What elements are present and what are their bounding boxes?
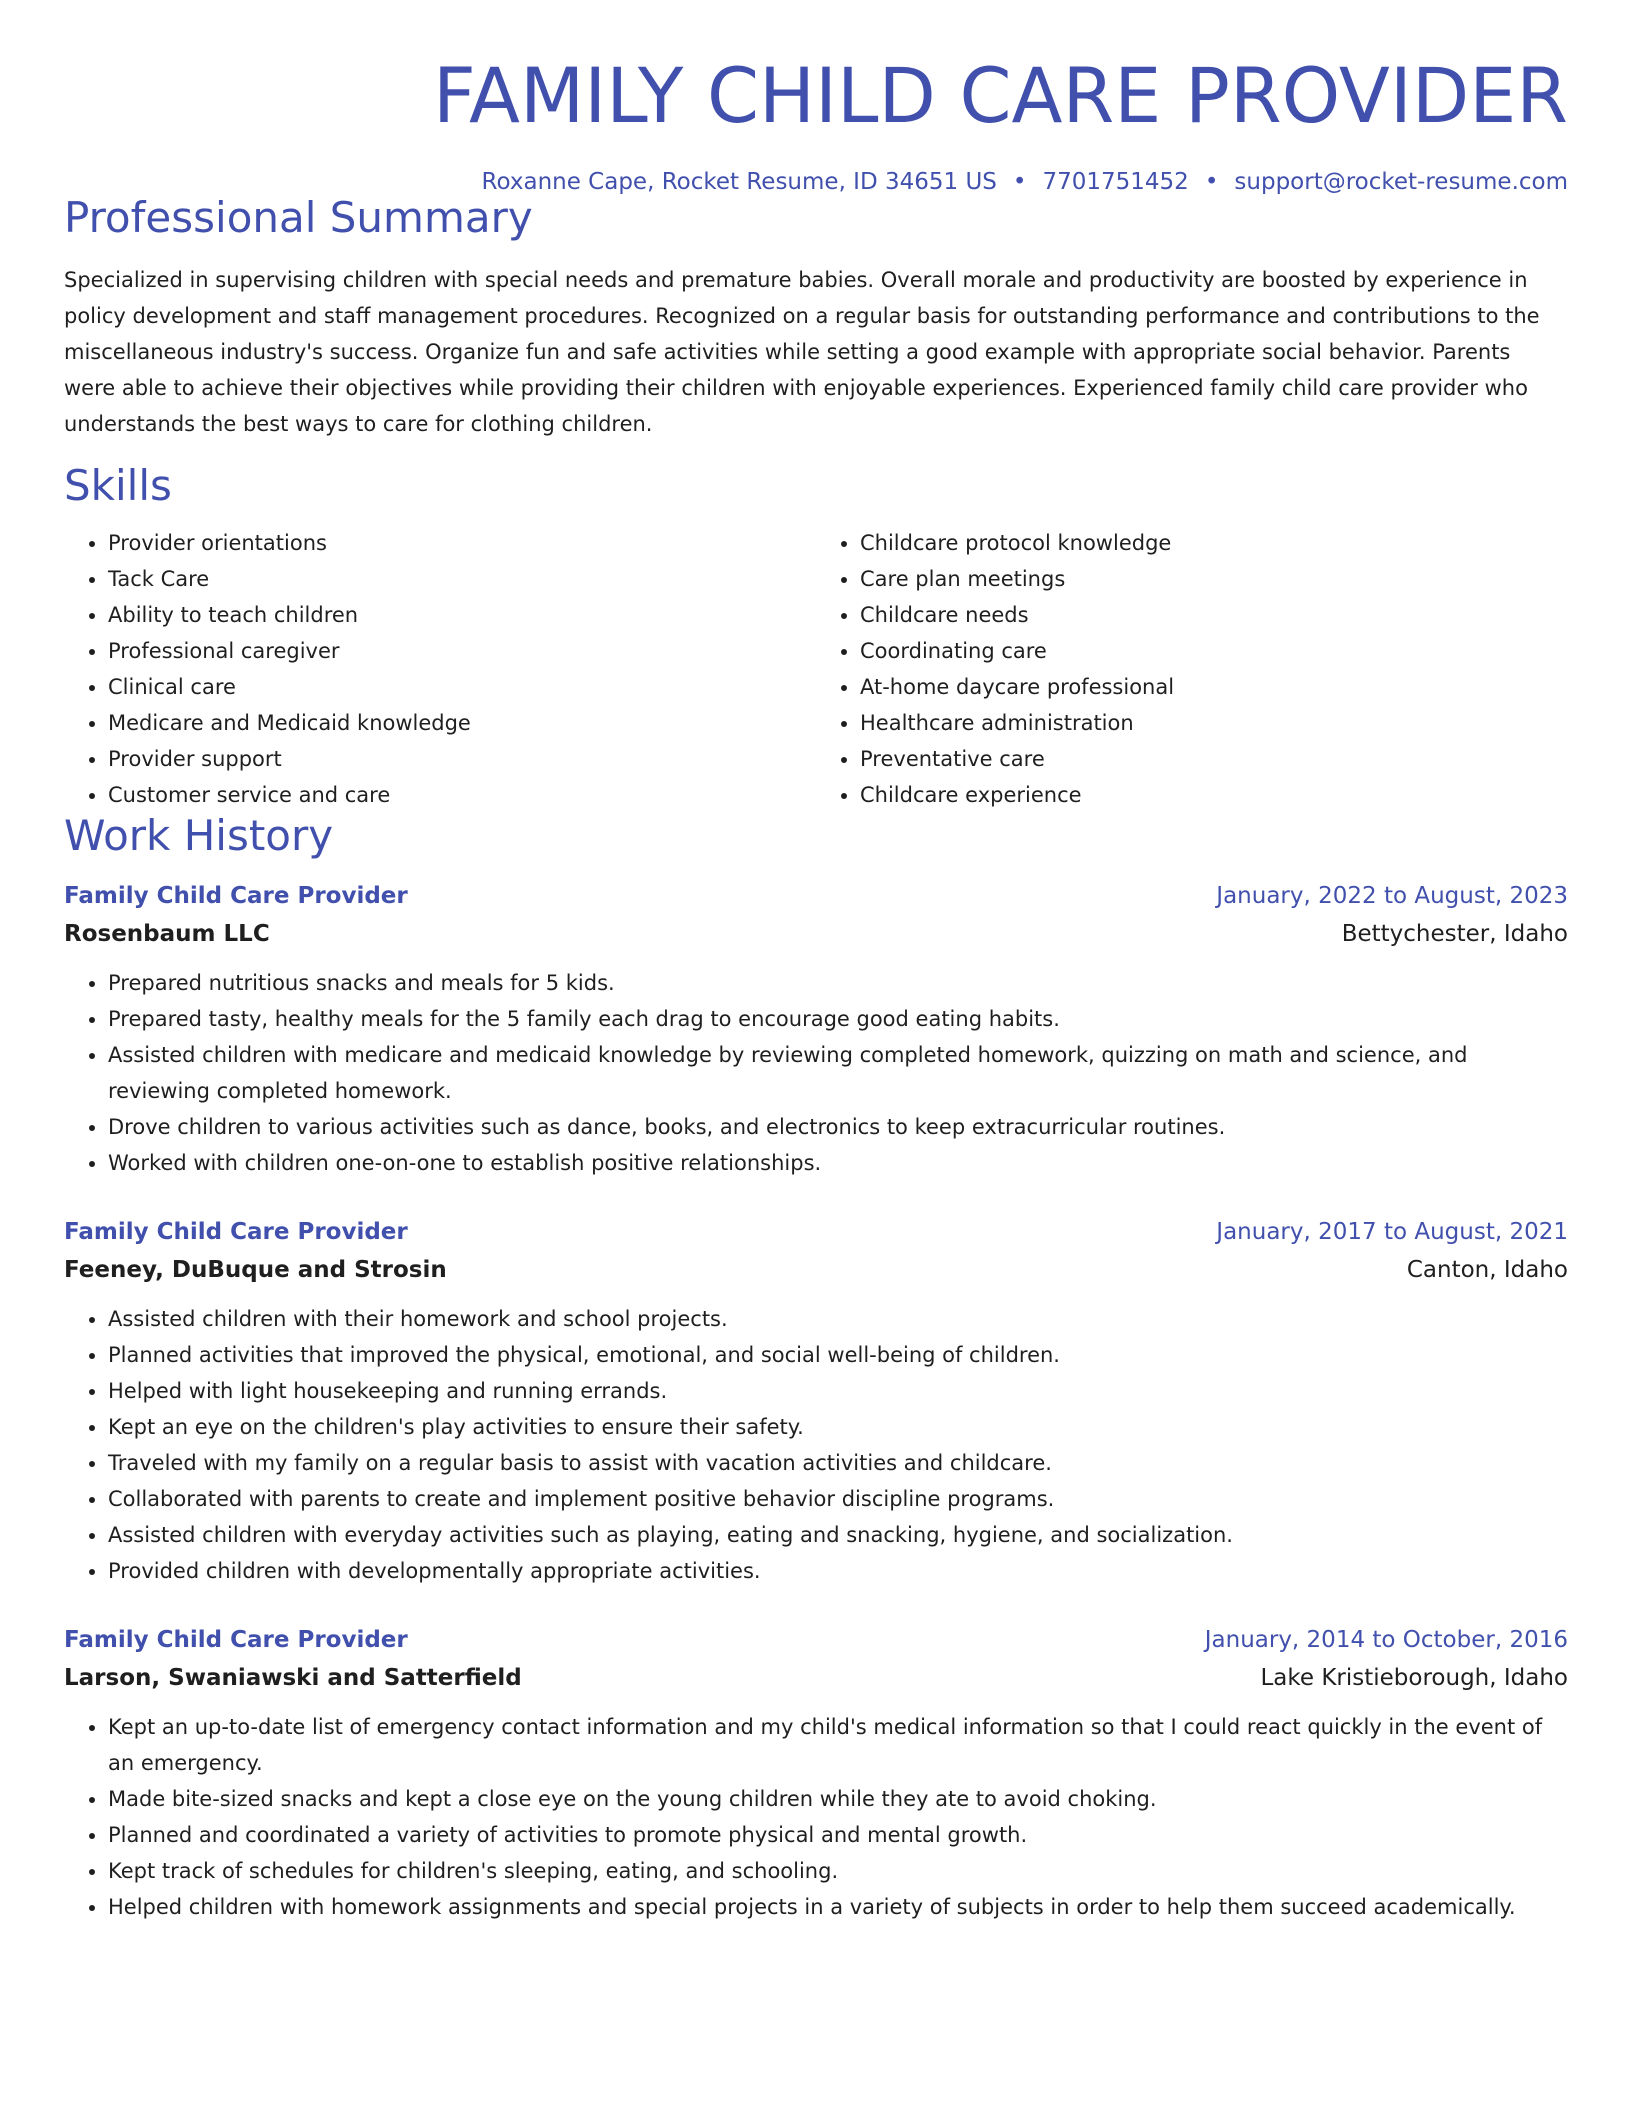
contact-separator: •: [1012, 169, 1027, 196]
job-entry: [64, 877, 1568, 1181]
job-bullet: • Planned and coordinated a variety of activities to promote physical and mental growth.: [108, 1817, 1568, 1853]
skills-columns: [64, 525, 1568, 813]
skill-item: • Healthcare administration: [860, 705, 1568, 741]
job-dates: January, 2017 to August, 2021: [1216, 1218, 1568, 1245]
job-bullet: • Assisted children with their homework and school projects.: [108, 1301, 1568, 1337]
job-company: Larson, Swaniawski and Satterfield: [64, 1664, 522, 1691]
job-title: Family Child Care Provider: [64, 882, 408, 909]
skill-item: • At-home daycare professional: [860, 669, 1568, 705]
skill-item: • Customer service and care: [108, 777, 816, 813]
skills-list-left: [64, 525, 816, 813]
job-bullet: • Traveled with my family on a regular basis to assist with vacation activities and childcare.: [108, 1445, 1568, 1481]
skill-item: • Ability to teach children: [108, 597, 816, 633]
job-company: Rosenbaum LLC: [64, 920, 270, 947]
job-header-row: [64, 877, 1568, 915]
job-title: Family Child Care Provider: [64, 1218, 408, 1245]
skill-item: • Provider support: [108, 741, 816, 777]
contact-email: support@rocket-resume.com: [1234, 169, 1568, 196]
job-dates: January, 2022 to August, 2023: [1216, 882, 1568, 909]
skill-item: • Care plan meetings: [860, 561, 1568, 597]
job-company: Feeney, DuBuque and Strosin: [64, 1256, 447, 1283]
skill-item: • Preventative care: [860, 741, 1568, 777]
skill-item: • Coordinating care: [860, 633, 1568, 669]
skill-item: • Clinical care: [108, 669, 816, 705]
job-bullet: • Kept an eye on the children's play activities to ensure their safety.: [108, 1409, 1568, 1445]
skills-heading: Skills: [64, 460, 172, 510]
job-bullets: [64, 1301, 1568, 1589]
skill-item: • Childcare experience: [860, 777, 1568, 813]
job-bullet: • Assisted children with medicare and medicaid knowledge by reviewing completed homework, quizzing on math and science, and reviewing completed homework.: [108, 1037, 1568, 1109]
job-entry: [64, 1213, 1568, 1589]
skill-item: • Professional caregiver: [108, 633, 816, 669]
job-bullet: • Helped with light housekeeping and running errands.: [108, 1373, 1568, 1409]
work-history-heading: Work History: [64, 810, 334, 860]
job-header-row: [64, 1621, 1568, 1659]
skill-item: • Childcare protocol knowledge: [860, 525, 1568, 561]
skills-list-right: [816, 525, 1568, 813]
job-bullet: • Prepared tasty, healthy meals for the 5 family each drag to encourage good eating habits.: [108, 1001, 1568, 1037]
job-location: Bettychester, Idaho: [1341, 920, 1568, 947]
job-bullet: • Helped children with homework assignments and special projects in a variety of subjects in order to help them succeed academically.: [108, 1889, 1568, 1925]
resume-title: FAMILY CHILD CARE PROVIDER: [433, 51, 1569, 140]
job-company-row: [64, 915, 1568, 953]
skill-item: • Childcare needs: [860, 597, 1568, 633]
job-company-row: [64, 1659, 1568, 1697]
job-entry: [64, 1621, 1568, 1925]
contact-address: Roxanne Cape, Rocket Resume, ID 34651 US: [481, 169, 997, 196]
job-bullets: [64, 965, 1568, 1181]
summary-heading: Professional Summary: [64, 193, 533, 243]
job-bullet: • Assisted children with everyday activities such as playing, eating and snacking, hygiene, and socialization.: [108, 1517, 1568, 1553]
contact-separator: •: [1204, 169, 1219, 196]
job-bullet: • Provided children with developmentally appropriate activities.: [108, 1553, 1568, 1589]
skill-item: • Provider orientations: [108, 525, 816, 561]
job-title: Family Child Care Provider: [64, 1626, 408, 1653]
job-location: Lake Kristieborough, Idaho: [1260, 1664, 1568, 1691]
job-company-row: [64, 1251, 1568, 1289]
job-bullet: • Planned activities that improved the physical, emotional, and social well-being of children.: [108, 1337, 1568, 1373]
job-location: Canton, Idaho: [1406, 1256, 1568, 1283]
skill-item: • Medicare and Medicaid knowledge: [108, 705, 816, 741]
job-bullet: • Worked with children one-on-one to establish positive relationships.: [108, 1145, 1568, 1181]
job-bullets: [64, 1709, 1568, 1925]
skill-item: • Tack Care: [108, 561, 816, 597]
contact-phone: 7701751452: [1042, 169, 1189, 196]
job-bullet: • Drove children to various activities such as dance, books, and electronics to keep extracurricular routines.: [108, 1109, 1568, 1145]
summary-text: Specialized in supervising children with special needs and premature babies. Overall morale and productivity are boosted by experience in policy development and staff management procedures. Recognized on a regular basis for outstanding performance and contributions to the miscellaneous industry's success. Organize fun and safe activities while setting a good example with appropriate social behavior. Parents were able to achieve their objectives while providing their children with enjoyable experiences. Experienced family child care provider who understands the best ways to care for clothing children.: [64, 267, 1540, 436]
job-bullet: • Kept an up-to-date list of emergency contact information and my child's medical information so that I could react quickly in the event of an emergency.: [108, 1709, 1568, 1781]
job-dates: January, 2014 to October, 2016: [1204, 1626, 1568, 1653]
job-bullet: • Kept track of schedules for children's sleeping, eating, and schooling.: [108, 1853, 1568, 1889]
job-bullet: • Prepared nutritious snacks and meals for 5 kids.: [108, 965, 1568, 1001]
job-bullet: • Collaborated with parents to create and implement positive behavior discipline programs.: [108, 1481, 1568, 1517]
job-bullet: • Made bite-sized snacks and kept a close eye on the young children while they ate to avoid choking.: [108, 1781, 1568, 1817]
contact-line: [64, 169, 1568, 195]
job-header-row: [64, 1213, 1568, 1251]
